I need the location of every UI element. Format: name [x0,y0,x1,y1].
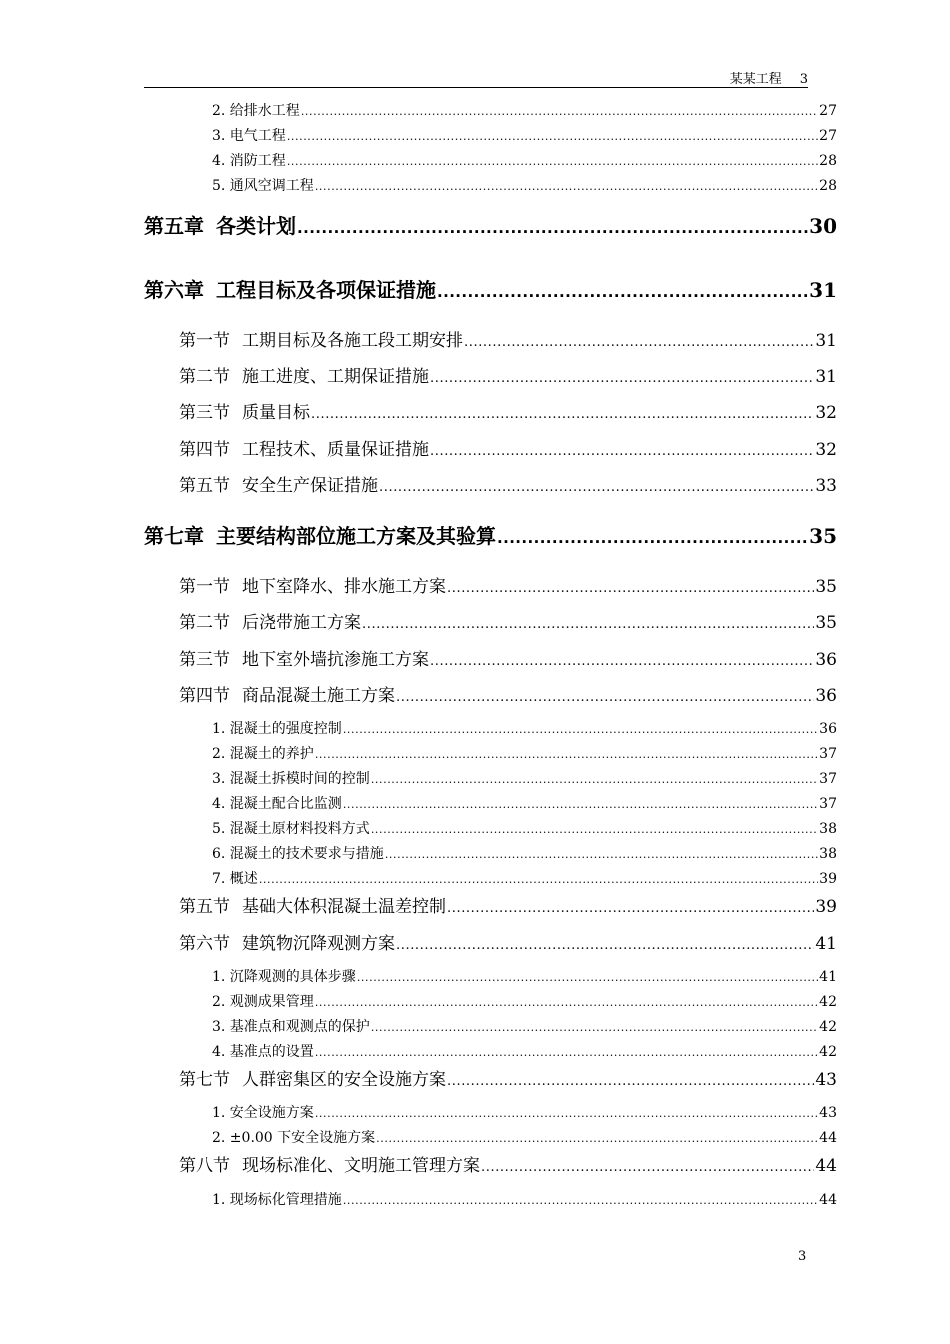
dot-leader [343,1194,818,1207]
toc-entry-label: 后浇带施工方案 [242,613,361,633]
toc-entry-number: 第四节 [179,686,230,706]
dot-leader [430,444,814,459]
toc-entry-label: 2. 观测成果管理 [212,994,314,1010]
toc-entry-label: 基础大体积混凝土温差控制 [242,897,446,917]
toc-page-number: 32 [815,440,837,460]
toc-entry-title [179,1151,480,1176]
toc-page-number: 42 [819,1019,837,1035]
header-page-number: 3 [799,72,808,87]
toc-entry-number: 第五节 [179,897,230,917]
toc-entry-label: 质量目标 [242,403,310,423]
toc-entry-title [212,100,300,120]
page-header [144,66,808,88]
toc-entry-label: 1. 现场标化管理措施 [212,1192,342,1208]
dot-leader [430,654,814,669]
toc-subitem-entry[interactable] [212,868,837,888]
dot-leader [447,901,814,916]
toc-entry-label: 1. 混凝土的强度控制 [212,721,342,737]
toc-section-entry[interactable] [179,929,837,953]
dot-leader [315,1107,818,1120]
toc-entry-number: 第二节 [179,367,230,387]
toc-entry-number: 第七节 [179,1070,230,1090]
toc-entry-title [179,435,429,460]
toc-subitem-entry[interactable] [212,843,837,863]
toc-entry-label: 各类计划 [216,214,296,238]
toc-page-number: 41 [815,934,837,954]
toc-entry-title [212,1041,314,1061]
toc-entry-title [212,843,384,863]
toc-page-number: 31 [815,331,837,351]
toc-entry-title [212,150,286,170]
dot-leader [287,130,818,143]
footer-page-number: 3 [798,1249,807,1264]
dot-leader [464,335,814,350]
toc-subitem-entry[interactable] [212,743,837,763]
toc-page-number: 28 [819,178,837,194]
toc-page-number: 39 [815,897,837,917]
dot-leader [371,773,818,786]
toc-entry-title [179,608,361,633]
toc-subitem-entry[interactable] [212,1016,837,1036]
toc-entry-label: 安全生产保证措施 [242,476,378,496]
toc-entry-label: 2. ±0.00 下安全设施方案 [212,1130,376,1146]
toc-page-number: 33 [815,476,837,496]
dot-leader [357,971,818,984]
toc-entry-label: 工程技术、质量保证措施 [242,440,429,460]
toc-entry-title [179,892,446,917]
toc-entry-title [179,362,429,387]
toc-entry-title [212,793,342,813]
toc-entry-number: 第四节 [179,440,230,460]
toc-entry-title [212,1127,375,1147]
toc-entry-title [212,768,370,788]
toc-page-number: 43 [819,1105,837,1121]
dot-leader [385,848,818,861]
toc-entry-number: 第六节 [179,934,230,954]
toc-entry-label: 施工进度、工期保证措施 [242,367,429,387]
dot-leader [430,371,814,386]
toc-entry-title [212,175,314,195]
toc-chapter-entry[interactable] [144,520,837,548]
toc-page-number: 35 [815,577,837,597]
toc-entry-title [179,471,378,496]
dot-leader [447,1074,814,1089]
toc-page-number: 42 [819,994,837,1010]
dot-leader [343,723,818,736]
toc-section-entry[interactable] [179,326,837,350]
toc-section-entry[interactable] [179,892,837,916]
toc-page-number: 44 [819,1130,837,1146]
toc-subitem-entry[interactable] [212,1041,837,1061]
toc-entry-title [179,929,395,954]
toc-entry-label: 商品混凝土施工方案 [242,686,395,706]
toc-section-entry[interactable] [179,572,837,596]
toc-page-number: 36 [815,686,837,706]
toc-entry-label: 地下室外墙抗渗施工方案 [242,650,429,670]
toc-subitem-entry[interactable] [212,1189,837,1209]
toc-page-number: 37 [819,771,837,787]
toc-subitem-entry[interactable] [212,768,837,788]
toc-entry-label: 人群密集区的安全设施方案 [242,1070,446,1090]
toc-entry-label: 1. 沉降观测的具体步骤 [212,969,356,985]
dot-leader [481,1160,814,1175]
toc-entry-label: 工期目标及各施工段工期安排 [242,331,463,351]
toc-entry-label: 建筑物沉降观测方案 [242,934,395,954]
toc-entry-number: 第八节 [179,1156,230,1176]
toc-section-entry[interactable] [179,435,837,459]
toc-entry-label: 工程目标及各项保证措施 [216,278,436,302]
toc-page-number: 27 [819,103,837,119]
toc-section-entry[interactable] [179,471,837,495]
toc-entry-number: 第五节 [179,476,230,496]
toc-entry-label: 4. 混凝土配合比监测 [212,796,342,812]
toc-entry-label: 地下室降水、排水施工方案 [242,577,446,597]
toc-entry-title [179,681,395,706]
toc-entry-label: 现场标准化、文明施工管理方案 [242,1156,480,1176]
toc-page-number: 41 [819,969,837,985]
toc-entry-title [212,868,258,888]
toc-entry-label: 5. 通风空调工程 [212,178,314,194]
toc-entry-title [212,1016,370,1036]
toc-entry-label: 1. 安全设施方案 [212,1105,314,1121]
toc-page-number: 31 [815,367,837,387]
dot-leader [315,748,818,761]
dot-leader [297,219,808,237]
toc-entry-label: 6. 混凝土的技术要求与措施 [212,846,384,862]
toc-page-number: 36 [815,650,837,670]
toc-page-number: 31 [809,278,837,302]
toc-entry-number: 第五章 [144,214,204,238]
toc-entry-label: 2. 给排水工程 [212,103,300,119]
toc-section-entry[interactable] [179,1151,837,1175]
toc-subitem-entry[interactable] [212,125,837,145]
toc-entry-title [144,274,436,303]
toc-subitem-entry[interactable] [212,150,837,170]
toc-entry-title [179,326,463,351]
toc-chapter-entry[interactable] [144,210,837,238]
toc-page-number: 37 [819,796,837,812]
toc-section-entry[interactable] [179,1065,837,1089]
toc-section-entry[interactable] [179,398,837,422]
dot-leader [371,1021,818,1034]
dot-leader [287,155,818,168]
toc-subitem-entry[interactable] [212,1102,837,1122]
toc-page-number: 35 [815,613,837,633]
dot-leader [362,617,814,632]
dot-leader [315,1046,818,1059]
toc-page-number: 35 [809,524,837,548]
toc-entry-title [212,818,370,838]
toc-page-number: 38 [819,846,837,862]
dot-leader [311,407,814,422]
toc-entry-title [179,645,429,670]
toc-entry-title [212,125,286,145]
toc-page-number: 44 [819,1192,837,1208]
toc-entry-label: 2. 混凝土的养护 [212,746,314,762]
dot-leader [301,105,818,118]
toc-section-entry[interactable] [179,608,837,632]
toc-entry-title [179,398,310,423]
toc-entry-number: 第三节 [179,650,230,670]
toc-entry-title [144,210,296,239]
toc-entry-number: 第二节 [179,613,230,633]
header-title: 某某工程 [729,72,782,87]
dot-leader [315,180,818,193]
dot-leader [497,529,808,547]
dot-leader [343,798,818,811]
dot-leader [315,996,818,1009]
dot-leader [259,873,818,886]
toc-page-number: 43 [815,1070,837,1090]
toc-page-number: 39 [819,871,837,887]
dot-leader [396,690,814,705]
toc-page-number: 36 [819,721,837,737]
toc-entry-title [144,520,496,549]
dot-leader [371,823,818,836]
toc-page-number: 27 [819,128,837,144]
toc-section-entry[interactable] [179,681,837,705]
toc-page-number: 32 [815,403,837,423]
toc-entry-label: 3. 基准点和观测点的保护 [212,1019,370,1035]
header-text [730,68,808,87]
toc-subitem-entry[interactable] [212,818,837,838]
toc-entry-title [179,572,446,597]
dot-leader [379,480,814,495]
toc-page-number: 37 [819,746,837,762]
toc-entry-number: 第七章 [144,524,204,548]
dot-leader [447,581,814,596]
toc-page-number: 28 [819,153,837,169]
toc-chapter-entry[interactable] [144,274,837,302]
dot-leader [437,283,808,301]
dot-leader [376,1132,818,1145]
toc-entry-label: 4. 消防工程 [212,153,286,169]
toc-entry-number: 第一节 [179,331,230,351]
toc-entry-title [212,966,356,986]
toc-section-entry[interactable] [179,645,837,669]
toc-entry-label: 4. 基准点的设置 [212,1044,314,1060]
toc-entry-title [212,991,314,1011]
toc-page-number: 44 [815,1156,837,1176]
toc-entry-label: 3. 电气工程 [212,128,286,144]
toc-subitem-entry[interactable] [212,175,837,195]
toc-subitem-entry[interactable] [212,1127,837,1147]
toc-subitem-entry[interactable] [212,793,837,813]
toc-entry-title [212,1102,314,1122]
toc-subitem-entry[interactable] [212,991,837,1011]
toc-entry-title [212,743,314,763]
toc-page-number: 42 [819,1044,837,1060]
toc-entry-title [212,718,342,738]
toc-entry-number: 第三节 [179,403,230,423]
toc-entry-title [179,1065,446,1090]
toc-subitem-entry[interactable] [212,966,837,986]
dot-leader [396,938,814,953]
toc-entry-label: 7. 概述 [212,871,258,887]
toc-entry-label: 主要结构部位施工方案及其验算 [216,524,496,548]
toc-subitem-entry[interactable] [212,100,837,120]
toc-entry-title [212,1189,342,1209]
toc-entry-label: 5. 混凝土原材料投料方式 [212,821,370,837]
toc-entry-label: 3. 混凝土拆模时间的控制 [212,771,370,787]
toc-page-number: 30 [809,214,837,238]
toc-section-entry[interactable] [179,362,837,386]
toc-entry-number: 第一节 [179,577,230,597]
toc-subitem-entry[interactable] [212,718,837,738]
toc-page-number: 38 [819,821,837,837]
toc-entry-number: 第六章 [144,278,204,302]
